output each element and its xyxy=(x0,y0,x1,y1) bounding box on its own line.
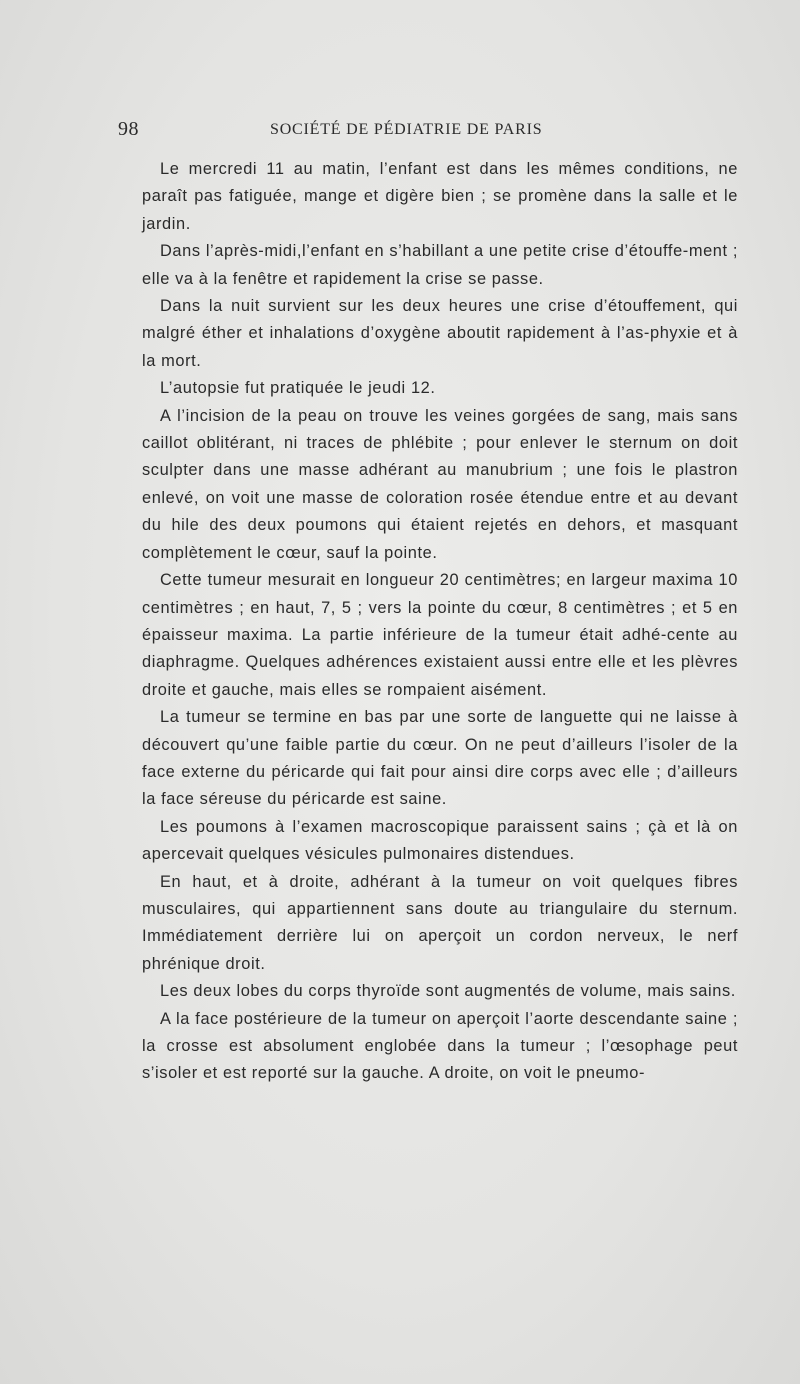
paragraph: Dans la nuit survient sur les deux heures une crise d’étouffement, qui malgré éther et inhalations d’oxygène aboutit rapidement à l’as-phyxie et à la mort. xyxy=(142,297,738,370)
paragraph: Le mercredi 11 au matin, l’enfant est dans les mêmes conditions, ne paraît pas fatiguée, mange et digère bien ; se promène dans la salle et le jardin. xyxy=(142,160,738,233)
paragraph: L’autopsie fut pratiquée le jeudi 12. xyxy=(160,379,436,398)
body-text xyxy=(142,156,738,1088)
page-header xyxy=(118,118,740,144)
paragraph: En haut, et à droite, adhérant à la tumeur on voit quelques fibres musculaires, qui appartiennent sans doute au triangulaire du sternum. Immédiatement derrière lui on aperçoit un cordon nerveux, le nerf phrénique droit. xyxy=(142,872,738,973)
paragraph: Dans l’après-midi,l’enfant en s’habillant a une petite crise d’étouffe-ment ; elle va à la fenêtre et rapidement la crise se passe. xyxy=(142,242,738,288)
paragraph: A l’incision de la peau on trouve les veines gorgées de sang, mais sans caillot oblitérant, ni traces de phlébite ; pour enlever le sternum on doit sculpter dans une masse adhérant au manubrium ; une fois le plastron enlevé, on voit une masse de coloration rosée étendue entre et au devant du hile des deux poumons qui étaient rejetés en dehors, et masquant complètement le cœur, sauf la pointe. xyxy=(142,406,738,562)
paragraph: Cette tumeur mesurait en longueur 20 centimètres; en largeur maxima 10 centimètres ; en haut, 7, 5 ; vers la pointe du cœur, 8 centimètres ; et 5 en épaisseur maxima. La partie inférieure de la tumeur était adhé-cente au diaphragme. Quelques adhérences existaient aussi entre elle et les plèvres droite et gauche, mais elles se rompaient aisément. xyxy=(142,571,738,699)
paragraph: La tumeur se termine en bas par une sorte de languette qui ne laisse à découvert qu’une faible partie du cœur. On ne peut d’ailleurs l’isoler de la face externe du péricarde qui fait pour ainsi dire corps avec elle ; d’ailleurs la face séreuse du péricarde est saine. xyxy=(142,708,738,809)
running-title: SOCIÉTÉ DE PÉDIATRIE DE PARIS xyxy=(270,121,543,138)
paragraph: Les deux lobes du corps thyroïde sont augmentés de volume, mais sains. xyxy=(160,982,736,1001)
paragraph: A la face postérieure de la tumeur on aperçoit l’aorte descendante saine ; la crosse est absolument englobée dans la tumeur ; l’œsophage peut s’isoler et est reporté sur la gauche. A droite, on voit le pneumo- xyxy=(142,1009,738,1083)
paragraph: Les poumons à l’examen macroscopique paraissent sains ; çà et là on apercevait quelques vésicules pulmonaires distendues. xyxy=(142,817,738,864)
page-number: 98 xyxy=(118,118,139,140)
